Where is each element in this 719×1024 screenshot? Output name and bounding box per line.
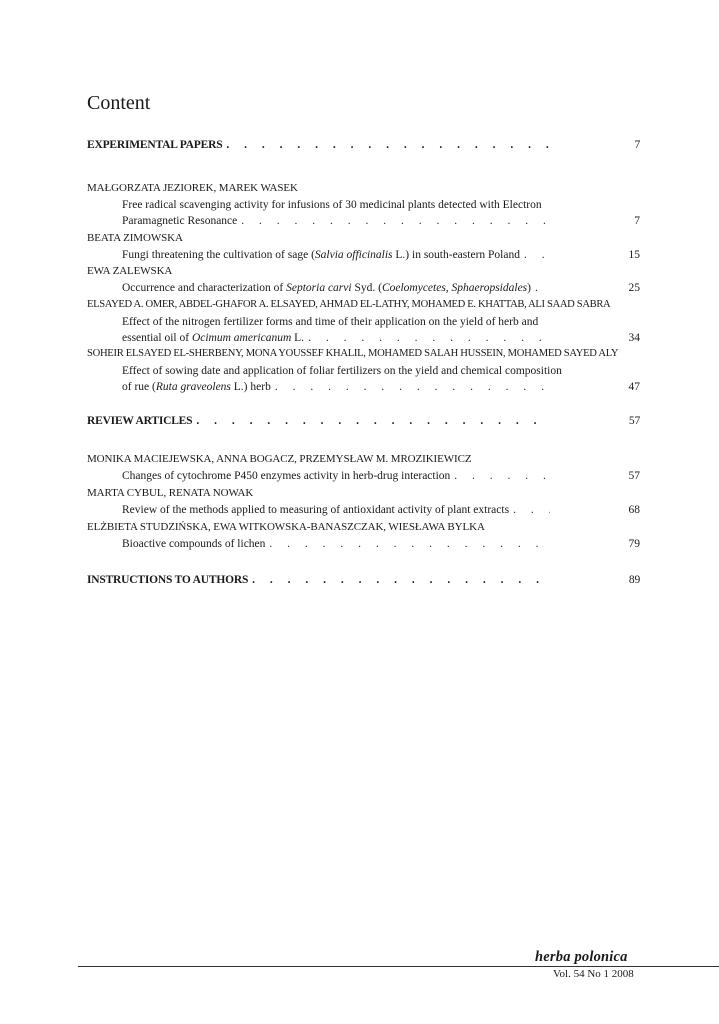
section-heading: INSTRUCTIONS TO AUTHORS bbox=[87, 574, 249, 586]
entry-title-line: Paramagnetic Resonance bbox=[122, 215, 238, 227]
page-number: 57 bbox=[628, 415, 640, 427]
toc-entry[interactable] bbox=[87, 451, 640, 484]
entry-title-text: Occurrence and characterization of bbox=[122, 281, 287, 294]
entry-title-italic: Septoria carvi bbox=[286, 281, 352, 294]
entry-title-text: essential oil of bbox=[122, 332, 192, 344]
toc-entry[interactable] bbox=[87, 180, 640, 230]
leader-dots bbox=[308, 330, 550, 347]
page-number: 57 bbox=[628, 469, 640, 482]
leader-dots bbox=[535, 280, 550, 297]
entry-authors: MAŁGORZATA JEZIOREK, MAREK WASEK bbox=[87, 182, 298, 194]
section-instructions-to-authors[interactable] bbox=[87, 572, 640, 589]
section-heading: REVIEW ARTICLES bbox=[87, 415, 193, 427]
entry-title-text: Fungi threatening the cultivation of sage ( bbox=[122, 248, 315, 261]
toc-entry[interactable] bbox=[87, 485, 640, 518]
entry-authors: ELŻBIETA STUDZIŃSKA, EWA WITKOWSKA-BANASZCZAK, WIESŁAWA BYLKA bbox=[87, 521, 485, 533]
leader-dots bbox=[269, 536, 550, 553]
entry-title bbox=[122, 280, 531, 297]
page-number: 7 bbox=[634, 215, 640, 227]
toc-entry[interactable] bbox=[87, 230, 640, 263]
page-number: 68 bbox=[628, 503, 640, 516]
entry-title-line: Free radical scavenging activity for infusions of 30 medicinal plants detected with Electron bbox=[122, 198, 542, 211]
entry-title-text: ) bbox=[527, 281, 531, 294]
leader-dots bbox=[454, 468, 550, 485]
page-title: Content bbox=[87, 92, 151, 114]
toc-entry[interactable] bbox=[87, 263, 640, 296]
leader-dots bbox=[513, 502, 550, 519]
leader-dots bbox=[241, 213, 550, 230]
page-number: 79 bbox=[628, 537, 640, 550]
entry-authors: BEATA ZIMOWSKA bbox=[87, 232, 183, 244]
entry-title-text: L. bbox=[291, 332, 305, 344]
entry-authors: MARTA CYBUL, RENATA NOWAK bbox=[87, 487, 254, 499]
entry-title-italic: Ocimum americanum bbox=[191, 332, 292, 344]
entry-title-text: of rue ( bbox=[122, 381, 156, 393]
leader-dots bbox=[252, 572, 550, 589]
leader-dots bbox=[226, 137, 550, 154]
entry-title bbox=[122, 247, 520, 264]
section-experimental-papers[interactable] bbox=[87, 137, 640, 154]
toc-entry[interactable] bbox=[87, 297, 640, 347]
entry-authors: MONIKA MACIEJEWSKA, ANNA BOGACZ, PRZEMYSŁAW M. MROZIKIEWICZ bbox=[87, 453, 472, 465]
entry-authors: SOHEIR ELSAYED EL-SHERBENY, MONA YOUSSEF KHALIL, MOHAMED SALAH HUSSEIN, MOHAMED SAYED ALY bbox=[87, 348, 619, 359]
volume-info: Vol. 54 No 1 2008 bbox=[553, 968, 634, 980]
page-number: 47 bbox=[628, 381, 640, 393]
leader-dots bbox=[196, 413, 550, 430]
entry-authors: EWA ZALEWSKA bbox=[87, 265, 173, 277]
entry-title-italic: Ruta graveolens bbox=[155, 381, 231, 393]
entry-title-text: L.) herb bbox=[230, 381, 271, 393]
page-number: 15 bbox=[628, 248, 640, 261]
entry-title-line: Effect of the nitrogen fertilizer forms and time of their application on the yield of herb and bbox=[122, 315, 539, 328]
entry-title-italic: Salvia officinalis bbox=[314, 248, 393, 261]
entry-title-line: Review of the methods applied to measuring of antioxidant activity of plant extracts bbox=[122, 503, 510, 516]
leader-dots bbox=[275, 379, 550, 396]
section-review-articles[interactable] bbox=[87, 413, 640, 430]
entry-title-line: Bioactive compounds of lichen bbox=[122, 537, 266, 550]
entry-title-text: L.) in south-eastern Poland bbox=[392, 248, 520, 261]
toc-entry[interactable] bbox=[87, 346, 640, 396]
entry-title bbox=[122, 379, 271, 396]
entry-title-line: Changes of cytochrome P450 enzymes activity in herb-drug interaction bbox=[122, 469, 451, 482]
entry-title-line: Effect of sowing date and application of foliar fertilizers on the yield and chemical composition bbox=[122, 364, 562, 377]
entry-authors: ELSAYED A. OMER, ABDEL-GHAFOR A. ELSAYED, AHMAD EL-LATHY, MOHAMED E. KHATTAB, ALI SAAD SABRA bbox=[87, 299, 611, 310]
page-number: 34 bbox=[628, 332, 640, 344]
page-number: 89 bbox=[628, 574, 640, 586]
section-heading: EXPERIMENTAL PAPERS bbox=[87, 139, 223, 151]
leader-dots bbox=[524, 247, 550, 264]
journal-logo: herba polonica bbox=[535, 949, 628, 965]
entry-title bbox=[122, 330, 304, 347]
page-number: 25 bbox=[628, 281, 640, 294]
entry-title-text: Syd. ( bbox=[351, 281, 382, 294]
page-number: 7 bbox=[634, 139, 640, 151]
entry-title-italic: Coelomycetes, Sphaeropsidales bbox=[381, 281, 528, 294]
toc-entry[interactable] bbox=[87, 519, 640, 552]
footer-divider bbox=[78, 966, 719, 967]
